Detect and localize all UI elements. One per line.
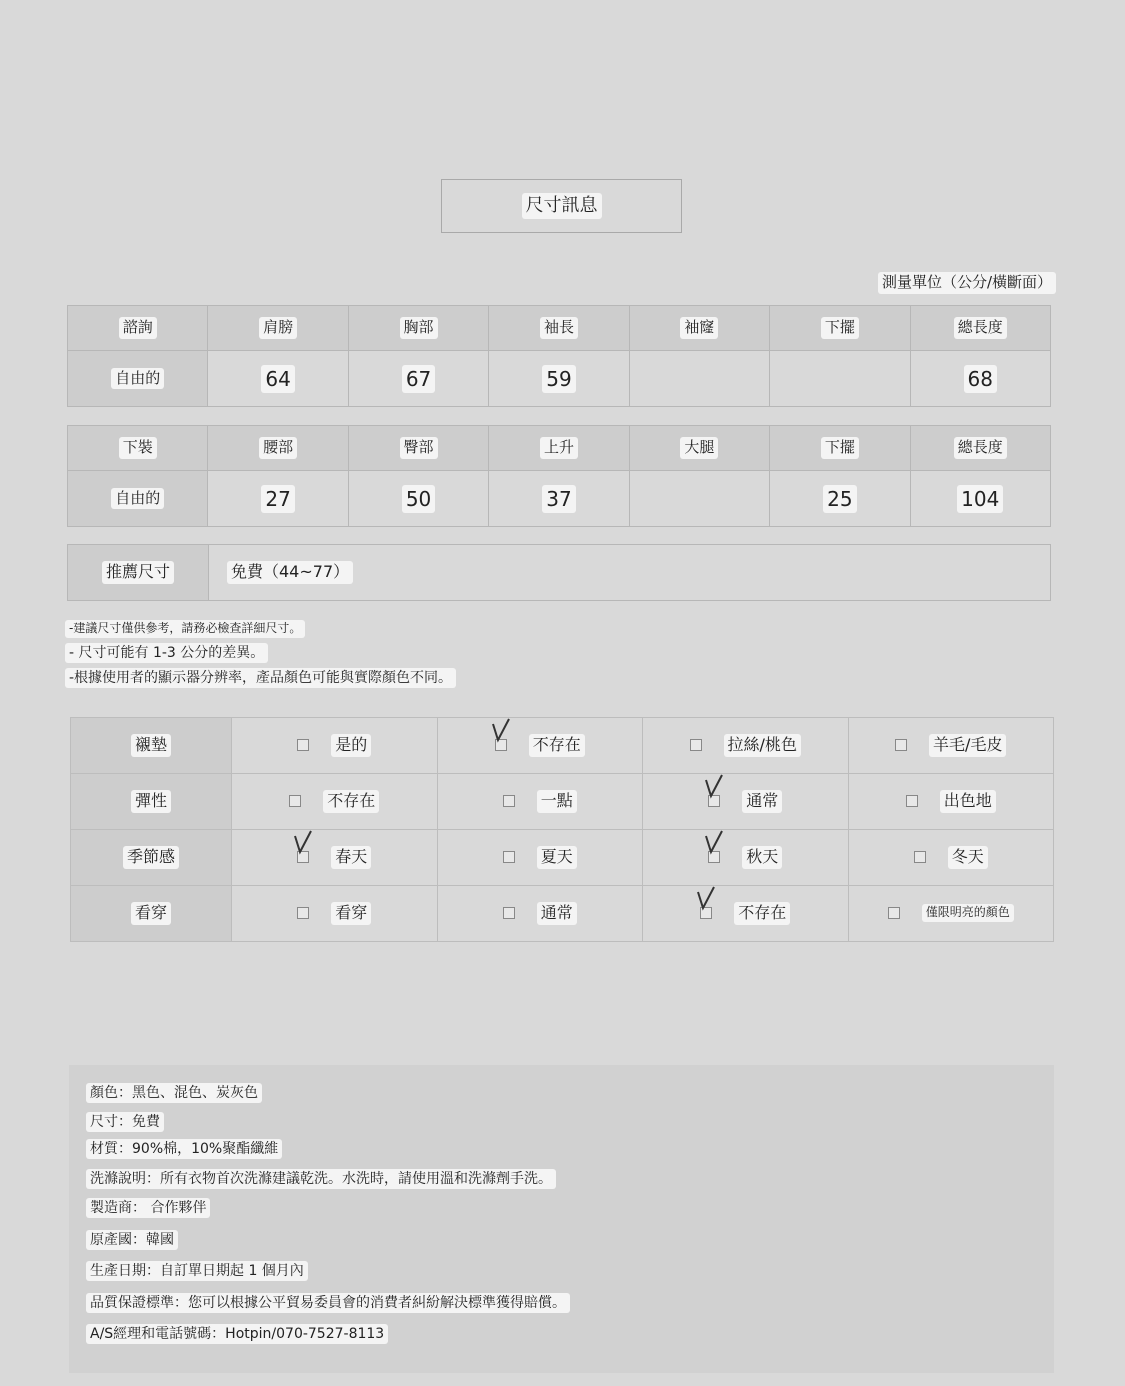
option-label: 出色地 (940, 790, 996, 813)
unchecked-option[interactable] (895, 734, 1006, 757)
bottoms-header-cell: 總長度 (910, 426, 1050, 471)
checkbox-icon[interactable] (888, 907, 900, 919)
tops-header-cell: 肩膀 (208, 306, 348, 351)
attribute-option-cell (437, 886, 643, 942)
recommended-size-label: 推薦尺寸 (68, 545, 209, 600)
option-label: 看穿 (331, 902, 371, 925)
attribute-option-cell (848, 774, 1054, 830)
bottoms-header-cell: 大腿 (629, 426, 769, 471)
recommended-size-value: 免費（44~77） (209, 545, 1050, 600)
info-quality-standard: 品質保證標準：您可以根據公平貿易委員會的消費者糾紛解決標準獲得賠償。 (86, 1293, 570, 1313)
option-label: 秋天 (742, 846, 782, 869)
tops-size-label: 自由的 (68, 351, 208, 407)
option-label: 僅限明亮的顏色 (922, 904, 1014, 922)
recommended-size-row (67, 544, 1051, 601)
tops-header-cell: 總長度 (910, 306, 1050, 351)
tops-value-cell: 68 (910, 351, 1050, 407)
bottoms-size-label: 自由的 (68, 471, 208, 527)
option-label: 不存在 (529, 734, 585, 757)
option-label: 不存在 (323, 790, 379, 813)
info-size: 尺寸：免費 (86, 1112, 164, 1132)
measurement-unit-note: 測量單位（公分/橫斷面） (878, 272, 1056, 294)
unchecked-option[interactable] (914, 846, 988, 869)
attribute-row-padding (71, 718, 1054, 774)
tops-value-cell: 59 (489, 351, 629, 407)
bottoms-value-cell: 25 (770, 471, 910, 527)
checkbox-icon[interactable] (906, 795, 918, 807)
attribute-row-season (71, 830, 1054, 886)
bottoms-header-cell: 腰部 (208, 426, 348, 471)
checked-option[interactable] (700, 902, 790, 925)
info-material: 材質：90%棉，10%聚酯纖維 (86, 1139, 282, 1159)
attribute-option-cell (437, 718, 643, 774)
info-manufacturer: 製造商： 合作夥伴 (86, 1198, 210, 1218)
option-label: 夏天 (537, 846, 577, 869)
option-label: 冬天 (948, 846, 988, 869)
checked-option[interactable] (495, 734, 585, 757)
bottoms-value-cell: 37 (489, 471, 629, 527)
attribute-option-cell (232, 830, 438, 886)
fabric-attributes-table (70, 717, 1054, 942)
unchecked-option[interactable] (297, 902, 371, 925)
checkbox-icon[interactable] (297, 907, 309, 919)
option-label: 通常 (742, 790, 782, 813)
checkbox-icon[interactable] (914, 851, 926, 863)
tops-header-cell: 下擺 (770, 306, 910, 351)
bottoms-header-cell: 下擺 (770, 426, 910, 471)
option-label: 羊毛/毛皮 (929, 734, 1006, 757)
checkmark-icon (291, 828, 315, 856)
option-label: 一點 (537, 790, 577, 813)
unchecked-option[interactable] (503, 846, 577, 869)
info-production-date: 生產日期：自訂單日期起 1 個月內 (86, 1261, 308, 1281)
checked-option[interactable] (297, 846, 371, 869)
bottoms-header-cell: 臀部 (348, 426, 488, 471)
tops-header-cell: 袖窿 (629, 306, 769, 351)
attribute-option-cell (232, 718, 438, 774)
attribute-option-cell (643, 886, 849, 942)
tops-header-cell: 諮詢 (68, 306, 208, 351)
checked-option[interactable] (708, 790, 782, 813)
bottoms-value-cell (629, 471, 769, 527)
unchecked-option[interactable] (503, 790, 577, 813)
attribute-option-cell (232, 886, 438, 942)
product-info-panel (69, 1065, 1054, 1373)
tops-value-cell (629, 351, 769, 407)
checkbox-icon[interactable] (690, 739, 702, 751)
note-line: - 尺寸可能有 1-3 公分的差異。 (65, 642, 456, 663)
checked-option[interactable] (708, 846, 782, 869)
option-label: 通常 (537, 902, 577, 925)
unchecked-option[interactable] (888, 904, 1014, 922)
tops-value-cell: 67 (348, 351, 488, 407)
attribute-option-cell (437, 830, 643, 886)
attribute-option-cell (643, 830, 849, 886)
attribute-option-cell (848, 886, 1054, 942)
bottoms-value-cell: 50 (348, 471, 488, 527)
bottoms-value-cell: 27 (208, 471, 348, 527)
size-notes (65, 617, 456, 692)
attribute-row-see-through (71, 886, 1054, 942)
option-label: 拉絲/桃色 (724, 734, 801, 757)
option-label: 春天 (331, 846, 371, 869)
checkmark-icon (694, 884, 718, 912)
attribute-label: 季節感 (71, 830, 232, 886)
attribute-option-cell (848, 718, 1054, 774)
bottoms-value-cell: 104 (910, 471, 1050, 527)
unchecked-option[interactable] (690, 734, 801, 757)
tops-size-table (67, 305, 1051, 407)
attribute-label: 看穿 (71, 886, 232, 942)
attribute-label: 襯墊 (71, 718, 232, 774)
info-as-contact: A/S經理和電話號碼：Hotpin/070-7527-8113 (86, 1324, 388, 1344)
unchecked-option[interactable] (297, 734, 371, 757)
attribute-option-cell (232, 774, 438, 830)
attribute-option-cell (643, 718, 849, 774)
size-info-title-box (441, 179, 682, 233)
info-wash: 洗滌說明：所有衣物首次洗滌建議乾洗。水洗時，請使用溫和洗滌劑手洗。 (86, 1169, 556, 1189)
unchecked-option[interactable] (906, 790, 996, 813)
attribute-option-cell (437, 774, 643, 830)
info-color: 顏色：黑色、混色、炭灰色 (86, 1083, 262, 1103)
checkbox-icon[interactable] (297, 739, 309, 751)
checkbox-icon[interactable] (503, 795, 515, 807)
attribute-option-cell (848, 830, 1054, 886)
checkmark-icon (489, 716, 513, 744)
tops-header-cell: 袖長 (489, 306, 629, 351)
checkbox-icon[interactable] (289, 795, 301, 807)
note-line: -根據使用者的顯示器分辨率，產品顏色可能與實際顏色不同。 (65, 667, 456, 688)
tops-value-cell (770, 351, 910, 407)
tops-value-cell: 64 (208, 351, 348, 407)
info-origin: 原產國：韓國 (86, 1230, 178, 1250)
note-line: -建議尺寸僅供參考，請務必檢查詳細尺寸。 (65, 617, 456, 638)
bottoms-header-cell: 上升 (489, 426, 629, 471)
bottoms-size-table (67, 425, 1051, 527)
tops-header-cell: 胸部 (348, 306, 488, 351)
checkbox-icon[interactable] (503, 851, 515, 863)
checkbox-icon[interactable] (895, 739, 907, 751)
unchecked-option[interactable] (503, 902, 577, 925)
checkbox-icon[interactable] (503, 907, 515, 919)
option-label: 不存在 (734, 902, 790, 925)
unchecked-option[interactable] (289, 790, 379, 813)
bottoms-header-cell: 下裝 (68, 426, 208, 471)
checkmark-icon (702, 828, 726, 856)
attribute-option-cell (643, 774, 849, 830)
attribute-label: 彈性 (71, 774, 232, 830)
option-label: 是的 (331, 734, 371, 757)
checkmark-icon (702, 772, 726, 800)
page-title: 尺寸訊息 (522, 193, 602, 218)
attribute-row-elasticity (71, 774, 1054, 830)
